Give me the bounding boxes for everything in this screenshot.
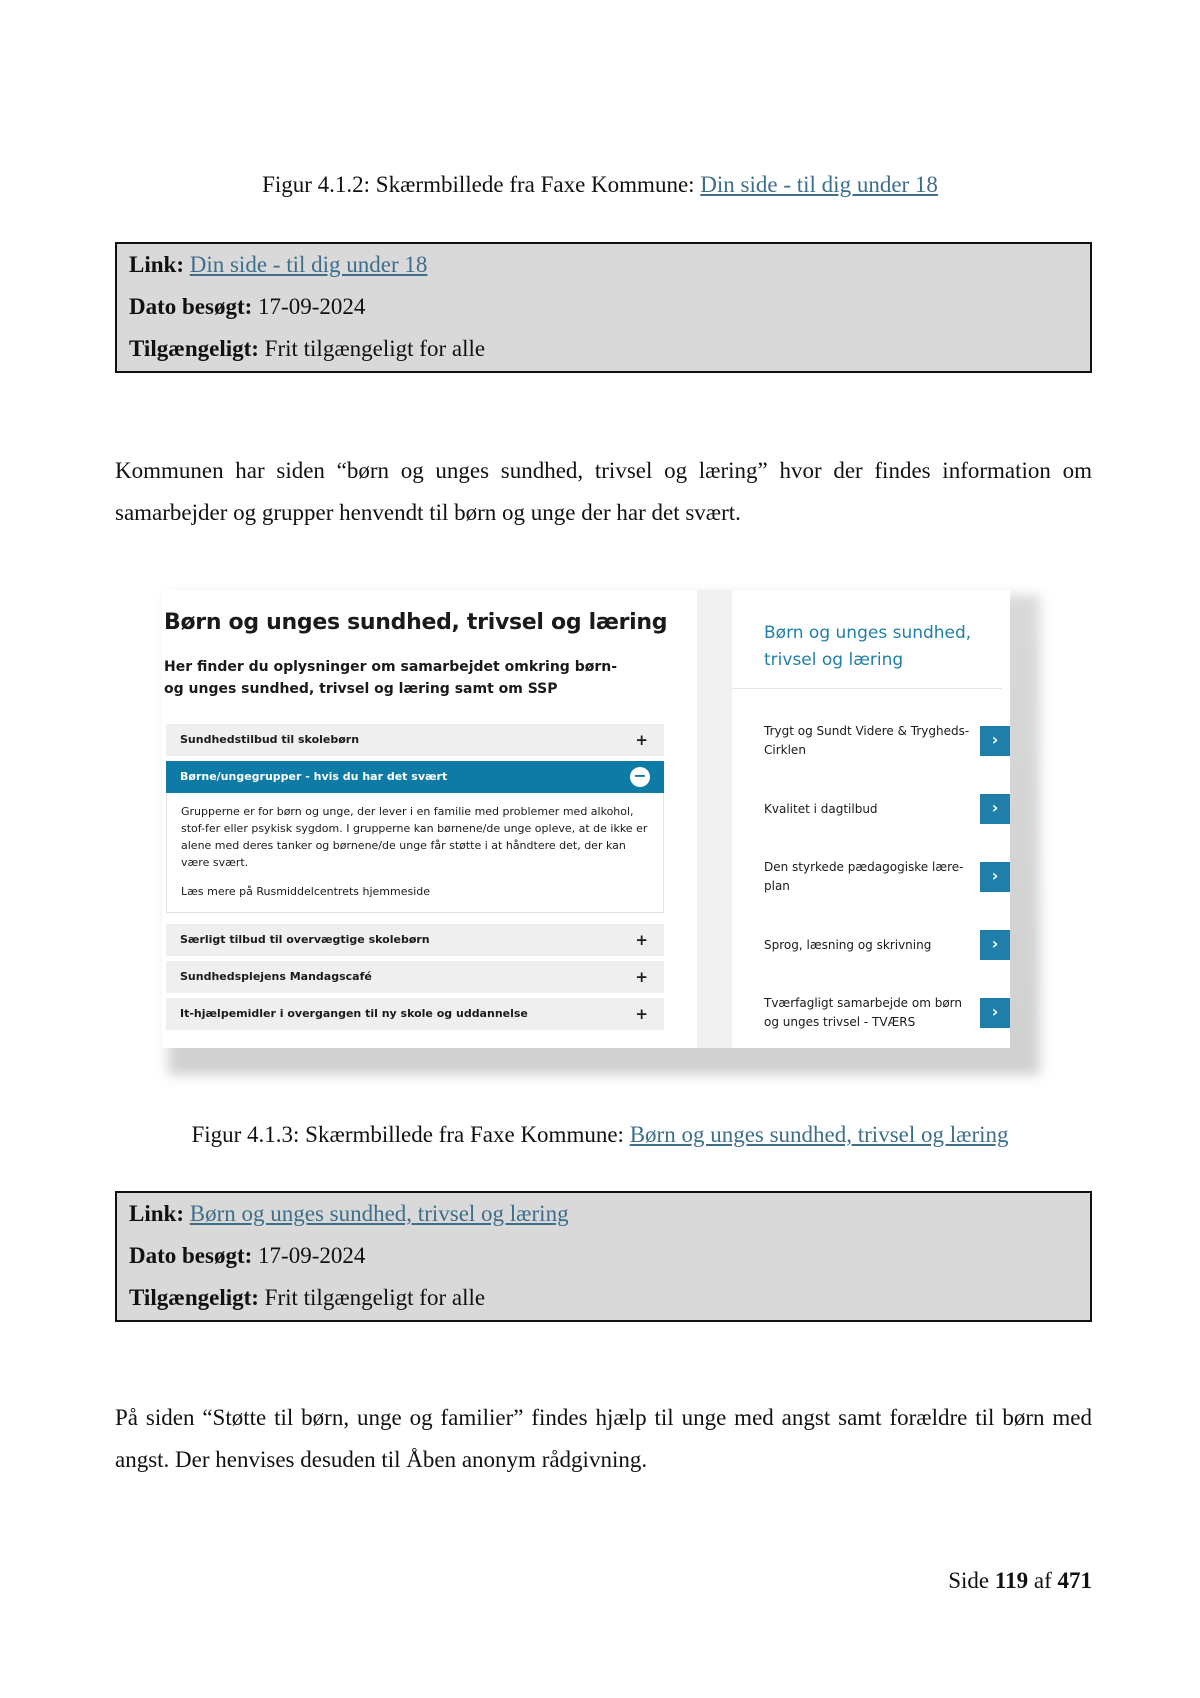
caption-link[interactable]: Din side - til dig under 18 [700, 172, 938, 197]
accordion-expanded-content [166, 793, 664, 913]
accordion-item-mandagscafe[interactable] [166, 961, 664, 993]
screenshot-main-column [162, 590, 697, 1048]
figure-caption-2 [0, 1122, 1200, 1148]
embedded-screenshot [162, 590, 1010, 1048]
side-nav-heading[interactable]: Børn og unges sundhed, trivsel og læring [764, 623, 972, 670]
access-label: Tilgængeligt: [129, 336, 259, 361]
page-number: Side 119 af 471 [948, 1568, 1092, 1593]
access-value: Frit tilgængeligt for alle [264, 336, 486, 361]
side-nav-item-sprog[interactable]: Sprog, læsning og skrivning [764, 938, 932, 952]
figure-caption-1 [0, 172, 1200, 198]
caption-prefix: Figur 4.1.3: Skærmbillede fra Faxe Kommune: [191, 1122, 630, 1147]
caption-prefix: Figur 4.1.2: Skærmbillede fra Faxe Kommune: [262, 172, 701, 197]
accordion-label: Sundhedsplejens Mandagscafé [180, 970, 372, 983]
side-nav-divider [732, 688, 1002, 689]
date-label: Dato besøgt: [129, 1243, 253, 1268]
chevron-right-icon[interactable]: › [980, 726, 1010, 756]
accordion-item-overvaegtige[interactable] [166, 924, 664, 956]
date-value: 17-09-2024 [258, 1243, 366, 1268]
info-link[interactable]: Børn og unges sundhed, trivsel og læring [189, 1201, 569, 1226]
screenshot-title: Børn og unges sundhed, trivsel og læring [164, 610, 668, 635]
access-label: Tilgængeligt: [129, 1285, 259, 1310]
info-link-row [129, 1193, 1078, 1235]
side-nav-item-laereplan[interactable]: Den styrkede pædagogiske lære-plan [764, 860, 964, 893]
info-date-row [129, 286, 1078, 328]
body-paragraph-2: På siden “Støtte til børn, unge og familier” findes hjælp til unge med angst samt forældre til børn med angst. Der henvises desuden til Åben anonym rådgivning. [115, 1405, 1092, 1472]
expanded-link[interactable]: Læs mere på Rusmiddelcentrets hjemmeside [181, 885, 431, 898]
info-link[interactable]: Din side - til dig under 18 [189, 252, 428, 277]
access-value: Frit tilgængeligt for alle [264, 1285, 486, 1310]
accordion-item-sundhedstilbud[interactable] [166, 724, 664, 756]
plus-icon: + [635, 968, 648, 986]
screenshot-gutter [697, 590, 732, 1048]
minus-icon: − [630, 767, 650, 787]
link-label: Link: [129, 1201, 184, 1226]
plus-icon: + [635, 931, 648, 949]
info-date-row [129, 1235, 1078, 1277]
info-box-1 [115, 242, 1092, 373]
info-link-row [129, 244, 1078, 286]
accordion-item-it-hjaelpemidler[interactable] [166, 998, 664, 1030]
accordion-label: It-hjælpemidler i overgangen til ny skole og uddannelse [180, 1007, 528, 1020]
screenshot-subtitle: Her finder du oplysninger om samarbejdet omkring børn- og unges sundhed, trivsel og læring samt om SSP [164, 659, 618, 697]
plus-icon: + [635, 1005, 648, 1023]
chevron-right-icon[interactable]: › [980, 998, 1010, 1028]
body-paragraph-1: Kommunen har siden “børn og unges sundhed, trivsel og læring” hvor der findes information om samarbejder og grupper henvendt til børn og unge der har det svært. [115, 458, 1092, 525]
expanded-text: Grupperne er for børn og unge, der lever i en familie med problemer med alkohol, stof-fer eller psykisk sygdom. I grupperne kan børnene/de unge opleve, at de ikke er alene med deres tanker og børnene/de unge får støtte i at håndtere det, der kan være svært. [181, 805, 648, 869]
accordion-label: Børne/ungegrupper - hvis du har det svært [180, 770, 448, 783]
screenshot-side-nav [732, 590, 1010, 1048]
info-access-row [129, 1277, 1078, 1319]
accordion-label: Særligt tilbud til overvægtige skolebørn [180, 933, 430, 946]
info-access-row [129, 328, 1078, 370]
chevron-right-icon[interactable]: › [980, 794, 1010, 824]
caption-link[interactable]: Børn og unges sundhed, trivsel og læring [629, 1122, 1009, 1147]
info-box-2 [115, 1191, 1092, 1322]
date-label: Dato besøgt: [129, 294, 253, 319]
accordion-item-boerne-ungegrupper[interactable] [166, 761, 664, 793]
date-value: 17-09-2024 [258, 294, 366, 319]
chevron-right-icon[interactable]: › [980, 930, 1010, 960]
side-nav-item-kvalitet[interactable]: Kvalitet i dagtilbud [764, 802, 878, 816]
side-nav-item-trygt[interactable]: Trygt og Sundt Videre & Trygheds-Cirklen [764, 724, 970, 757]
link-label: Link: [129, 252, 184, 277]
accordion-label: Sundhedstilbud til skolebørn [180, 733, 360, 746]
chevron-right-icon[interactable]: › [980, 862, 1010, 892]
side-nav-item-tvaers[interactable]: Tværfagligt samarbejde om børn og unges trivsel - TVÆRS [764, 996, 963, 1029]
plus-icon: + [635, 731, 648, 749]
